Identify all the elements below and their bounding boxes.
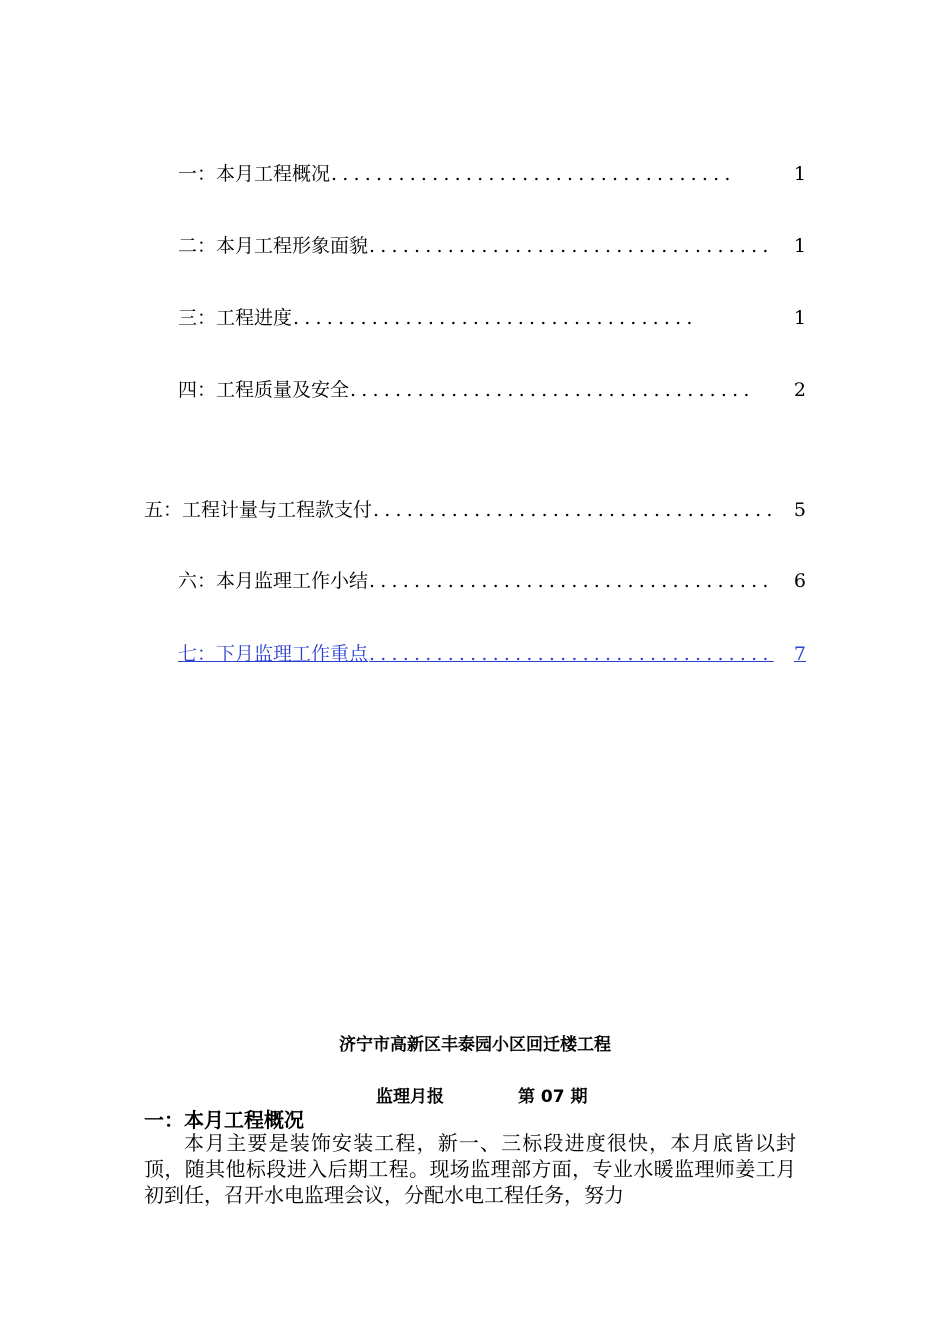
toc-entry-5[interactable] <box>0 497 806 523</box>
report-header <box>376 1082 588 1107</box>
toc-leader-dots: .................................... <box>369 235 774 257</box>
section-body-paragraph: 本月主要是装饰安装工程，新一、三标段进度很快，本月底皆以封顶，随其他标段进入后期工程。现场监理部方面，专业水暖监理师姜工月初到任，召开水电监理会议，分配水电工程任务，努力 <box>144 1131 796 1207</box>
toc-entry-7-link[interactable] <box>0 641 806 667</box>
issue-number: 第 07 期 <box>518 1087 588 1107</box>
toc-entry-label: 三：工程进度 <box>178 307 293 329</box>
toc-page-number: 5 <box>793 499 806 521</box>
toc-leader-dots: .................................... <box>373 499 778 521</box>
toc-entry-2[interactable] <box>0 233 806 259</box>
toc-entry-1[interactable] <box>0 161 806 187</box>
toc-page-number: 1 <box>793 163 806 185</box>
toc-entry-6[interactable] <box>0 568 806 594</box>
toc-entry-label: 二：本月工程形象面貌 <box>178 235 369 257</box>
report-name: 监理月报 <box>376 1087 444 1107</box>
toc-page-number: 2 <box>793 379 806 401</box>
toc-page-number: 1 <box>793 307 806 329</box>
toc-leader-dots: .................................... <box>350 379 755 401</box>
toc-leader-dots: .................................... <box>331 163 736 185</box>
toc-leader-dots: .................................... <box>369 643 774 665</box>
toc-page-number: 1 <box>793 235 806 257</box>
section-heading: 一：本月工程概况 <box>144 1108 304 1132</box>
toc-leader-dots: .................................... <box>369 570 774 592</box>
toc-entry-4[interactable] <box>0 377 806 403</box>
toc-page-number: 6 <box>793 570 806 592</box>
toc-entry-label: 四：工程质量及安全 <box>178 379 350 401</box>
toc-leader-dots: .................................... <box>293 307 698 329</box>
toc-entry-3[interactable] <box>0 305 806 331</box>
document-title: 济宁市高新区丰泰园小区回迁楼工程 <box>339 1035 611 1055</box>
toc-entry-label: 七：下月监理工作重点 <box>178 643 369 665</box>
toc-entry-label: 六：本月监理工作小结 <box>178 570 369 592</box>
toc-entry-label: 一：本月工程概况 <box>178 163 331 185</box>
toc-entry-label: 五：工程计量与工程款支付 <box>144 499 373 521</box>
toc-page-number: 7 <box>793 643 806 665</box>
